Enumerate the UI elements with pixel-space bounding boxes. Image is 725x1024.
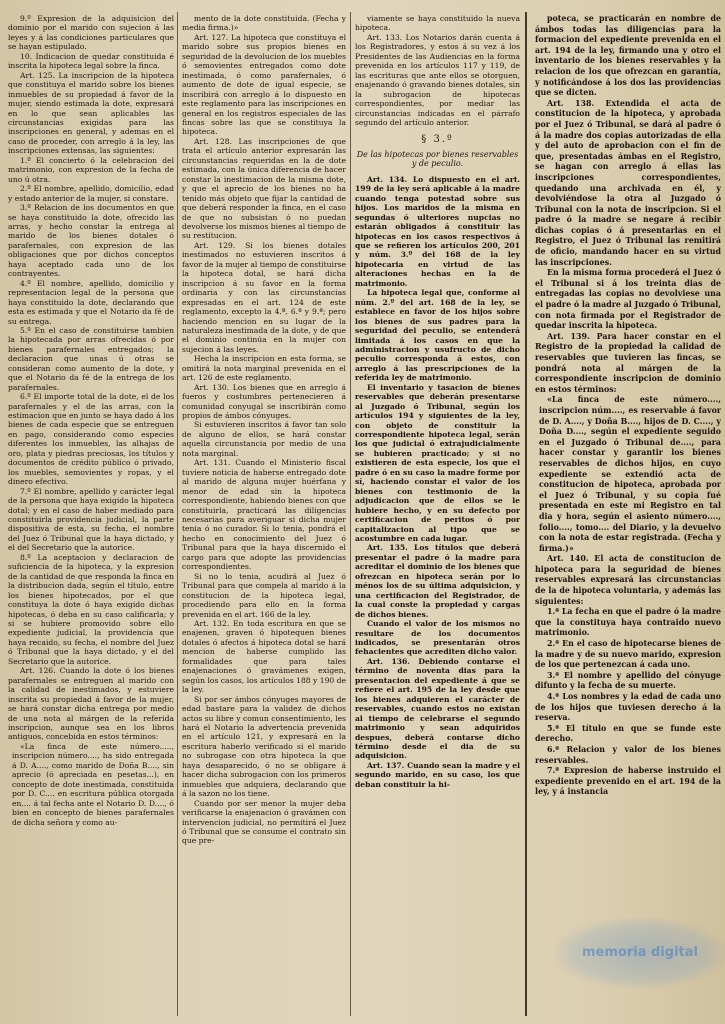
- paragraph: Art. 128. Las inscripciones de que trata el artículo anterior expresarán las circunstancias requeridas en la de dote estimada, con la única diferencia de hacer constar la inestimacion de la misma dote, y que el aprecio de los bienes no ha tenido más objeto que fijar la cantidad de que deberá responder la finca, en el caso de que no subsistan ó no puedan devolverse los mismos bienes al tiempo de su restitucion.: [182, 136, 346, 241]
- paragraph: 4.º El nombre, apellido, domicilio y representacion legal de la persona que haya constituido la dote, declarando que esta es estimada y que el Notario da fé de su entrega.: [8, 278, 174, 326]
- paragraph: Cuando el valor de los mismos no resultare de los documentos indicados, se presentarán otros fehacientes que acrediten dicho valor.: [355, 619, 520, 657]
- paragraph: Art. 134. Lo dispuesto en el art. 199 de la ley será aplicable á la madre cuando tenga potestad sobre sus hijos. Los maridos de la misma en segundas ó ulteriores nupcias no estarán obligados á constituir las hipotecas en los casos respectivos á que se refieren los artículos 200, 201 y núm. 3.º del 168 de la ley hipotecaria en virtud de las alteraciones hechas en la de matrimonio.: [355, 174, 520, 288]
- paragraph: Art. 129. Si los bienes dotales inestimados no estuvieren inscritos á favor de la mujer al tiempo de constituirse la hipoteca dotal, se hará dicha inscripcion á su favor en la forma ordinaria y con las circunstancias expresadas en el art. 124 de este reglamento, excepto la 4.ª, 6.ª y 9.ª; pero haciendo mencion en su lugar de la naturaleza inestimada de la dote, y de que el dominio continúa en la mujer con sujecion á las leyes.: [182, 240, 346, 354]
- paragraph: Art. 137. Cuando sean la madre y el segundo marido, en su caso, los que deban constituir la hi-: [355, 760, 520, 789]
- paragraph: Art. 130. Los bienes que en arreglo á fueros y costumbres pertenecieren á comunidad conyugal se inscribirán como propios de ámbos cónyuges.: [182, 382, 346, 421]
- paragraph: 8.º La aceptacion y declaracion de suficiencia de la hipoteca, y la expresion de la cantidad de que responda la finca en la distribucion dada, según el título, entre los bienes hipotecados, por el que constituya la dote ó haya exigido dichas hipotecas, ó deba en su caso calificarla; y si se hubiere promovido sobre ello expediente judicial, la providencia que haya recaido, su fecha, el nombre del Juez ó Tribunal que la haya dictado, y el del Secretario que la autorice.: [8, 552, 174, 666]
- section-title: De las hipotecas por bienes reservables y de peculio.: [356, 149, 519, 169]
- paragraph: 3.º Relacion de los documentos en que se haya constituido la dote, ofrecido las arras, y hecho constar la entrega al marido de los bienes dotales ó parafernales, con expresion de las obligaciones que por dichos conceptos haya aceptado cada uno de los contrayentes.: [8, 203, 174, 279]
- paragraph: Art. 135. Los títulos que deberá presentar el padre ó la madre para acreditar el dominio de los bienes que ofrezcan en hipoteca serán por lo ménos los de su última adquisicion, y una certificacion del Registrador, de la cual conste la propiedad y cargas de dichos bienes.: [355, 543, 520, 619]
- section-heading: § 3.º: [421, 134, 454, 146]
- column-4: [535, 14, 721, 1014]
- paragraph: Si por ser ámbos cónyuges mayores de edad bastare para la validez de dichos actos su libre y comun consentimiento, les hará el Notario la advertencia prevenida en el artículo 121, y expresará en la escritura haberlo verificado si el marido no subrogase con otra hipoteca la que haya desaparecido, ó no se obligare á hacer dicha subrogacion con los primeros inmuebles que adquiera, declarando que á la sazon no los tiene.: [182, 694, 346, 799]
- column-rule: [177, 12, 178, 1016]
- paragraph: 7.ª Expresion de haberse instruido el expediente prevenido en el art. 194 de la ley, y á instancia: [535, 766, 721, 797]
- column-1: [8, 14, 174, 1014]
- paragraph: 3.ª El nombre y apellido del cónyuge difunto y la fecha de su muerte.: [535, 670, 721, 691]
- watermark-stamp: memoria digital: [555, 918, 725, 988]
- paragraph: 2.ª En el caso de hipotecarse bienes de la madre y de su nuevo marido, expresion de los que pertenezcan á cada uno.: [535, 639, 721, 670]
- paragraph: poteca, se practicarán en nombre de ámbos todas las diligencias para la formacion del expediente prevenida en el art. 194 de la ley, firmando una y otro el inventario de los bienes reservables y la relacion de los que ofrezcan en garantía, y notificándose á los dos las providencias que se dicten.: [535, 14, 721, 98]
- paragraph: 5.ª El título en que se funde este derecho.: [535, 723, 721, 744]
- paragraph: Art. 126. Cuando la dote ó los bienes parafernales se entreguen al marido con la calidad de inestimados, y estuviere inscrita su propiedad á favor de la mujer, se hará constar dicha entrega por medio de una nota al márgen de la referida inscripcion, aunque sea en los libros antiguos, concebida en estos términos:: [8, 666, 174, 742]
- paragraph: En la misma forma procederá el Juez ó el Tribunal si á los treinta dias de entregadas las copias no devolviese una el padre ó la madre al Juzgado ó Tribunal, con nota firmada por el Registrador de quedar inscrita la hipoteca.: [535, 268, 721, 331]
- paragraph: La hipoteca legal que, conforme al núm. 2.º del art. 168 de la ley, se establece en favor de los hijos sobre los bienes de sus padres para la seguridad del peculio, se entenderá limitada á los casos en que la administracion y usufructo de dicho peculio corresponda á estos, con arreglo á las prescripciones de la referida ley de matrimonio.: [355, 288, 520, 383]
- paragraph: 6.ª Relacion y valor de los bienes reservables.: [535, 744, 721, 765]
- paragraph: Hecha la inscripcion en esta forma, se omitirá la nota marginal prevenida en el art. 126 de este reglamento.: [182, 354, 346, 383]
- paragraph: Art. 139. Para hacer constar en el Registro de la propiedad la calidad de reservables que tuvieren las fincas, se pondrá nota al márgen de la correspondiente inscripcion de dominio en estos términos:: [535, 331, 721, 394]
- paragraph: 10. Indicacion de quedar constituida é inscrita la hipoteca legal sobre la finca.: [8, 51, 174, 71]
- paragraph: Art. 133. Los Notarios darán cuenta á los Registradores, y estos á su vez á los Presidentes de las Audiencias en la forma prevenida en los artículos 117 y 119, de las escrituras que ante ellos se otorguen, enajenando ó gravando bienes dotales, sin la subrogacion de hipotecas correspondientes, por mediar las circunstancias indicadas en el párrafo segundo del artículo anterior.: [355, 32, 520, 127]
- bold-section-body: [355, 175, 520, 789]
- paragraph: Si no lo tenia, acudirá al Juez ó Tribunal para que compela al marido á la constitucion de la hipoteca legal, procediendo para ello en la forma prevenida en el art. 166 de la ley.: [182, 571, 346, 619]
- paragraph: viamente se haya constituido la nueva hipoteca.: [355, 14, 520, 33]
- paragraph: 7.º El nombre, apellido y carácter legal de la persona que haya exigido la hipoteca dotal; y en el caso de haber mediado para constituirla providencia judicial, la parte dispositiva de esta, su fecha, el nombre del Juez ó Tribunal que la haya dictado, y el del Secretario que la autorice.: [8, 486, 174, 553]
- paragraph: 5.º En el caso de constituirse tambien la hipotecada por arras ofrecidas ó por bienes parafernales entregados; la declaracion que unas ú otras se consideran como aumento de la dote, y que el Notario da fé de la entrega de los parafernales.: [8, 325, 174, 392]
- paragraph: El inventario y tasacion de bienes reservables que deberán presentarse al Juzgado ó Tribunal, según los artículos 194 y siguientes de la ley, con objeto de constituir la correspondiente hipoteca legal, serán los que judicial ó extrajudicialmente se hubieren practicado; y si no existieren de esta especie, los que el padre ó en su caso la madre forme por sí, haciendo constar el valor de los bienes con testimonio de la adjudicacion que de ellos se le hubiere hecho, y en su defecto por certificacion de peritos ó por capitalizacion al tipo que se acostumbre en cada lugar.: [355, 382, 520, 544]
- column-rule: [350, 12, 351, 1016]
- paragraph: Art. 127. La hipoteca que constituya el marido sobre sus propios bienes en seguridad de la devolucion de los muebles ó semovientes entregados como dote inestimada, ó como parafernales, ó aumento de dote de igual especie, se inscribirá con arreglo á lo dispuesto en este reglamento para las inscripciones en general en los registros especiales de las fincas sobre las que se constituya la hipoteca.: [182, 32, 346, 137]
- paragraph: 9.º Expresion de la adquisicion del dominio por el marido con sujecion á las leyes y á las condiciones particulares que se hayan estipulado.: [8, 14, 174, 52]
- paragraph: Cuando por ser menor la mujer deba verificarse la enajenacion ó gravámen con intervencion judicial, no permitirá el Juez ó Tribunal que se consume el contrato sin que pre-: [182, 798, 346, 846]
- paragraph: 1.º El concierto ó la celebracion del matrimonio, con expresion de la fecha de uno ú otra.: [8, 155, 174, 184]
- paragraph: Si estuvieren inscritos á favor tan solo de alguno de ellos, se hará constar aquella circunstancia por medio de una nota marginal.: [182, 420, 346, 458]
- form-text: «La finca de este número....., inscripcion número...., ha sido entregada á D. A...., como marido de Doña B...., sin aprecio (ó apreciada en pesetas...), en concepto de dote inestimada, constituida por D. C.... en escritura pública otorgada en.... á tal fecha ante el Notario D. D...., ó bien en concepto de bienes parafernales de dicha señora y como au-: [12, 741, 174, 827]
- column-rule: [525, 12, 527, 1016]
- paragraph: Art. 140. El acta de constitucion de hipoteca para la seguridad de bienes reservables expresará las circunstancias de la de hipoteca voluntaria, y además las siguientes:: [535, 554, 721, 606]
- paragraph: mento de la dote constituida. (Fecha y media firma.)»: [182, 14, 346, 33]
- form-text: «La finca de este número...., inscripcion núm...., es reservable á favor de D. A...., y Doña B...., hijos de D. C...., y Doña D...., según el expediente seguido en el Juzgado ó Tribunal de...., para hacer constar y garantir los bienes reservables de dichos hijos, en cuyo expediente se extendió acta de constitucion de hipoteca, aprobada por el Juez ó Tribunal, y su copia fué presentada en este mi Registro en tal dia y hora, según el asiento número...., folio...., tomo.... del Diario, y la devuelvo con la nota de estar registrada. (Fecha y firma.)»: [539, 395, 721, 553]
- paragraph: 1.ª La fecha en que el padre ó la madre que la constituya haya contraido nuevo matrimonio.: [535, 607, 721, 638]
- paragraph: Art. 131. Cuando el Ministerio fiscal tuviere noticia de haberse entregado dote al marido de alguna mujer huérfana y menor de edad sin la hipoteca correspondiente, habiendo bienes con que constituirla, practicará las diligencias necesarias para averiguar si dicha mujer tenia ó no curador. Si lo tenia, pondrá el hecho en conocimiento del Juez ó Tribunal para que la haya discernido el cargo para que adopte las providencias correspondientes.: [182, 458, 346, 572]
- column-2: [182, 14, 346, 1014]
- paragraph: Art. 132. En toda escritura en que se enajenen, graven ó hipotequen bienes dotales ó afectos á hipoteca dotal se hará mencion de haberse cumplido las formalidades que para tales enajenaciones ó gravámenes exigen, según los casos, los artículos 188 y 190 de la ley.: [182, 619, 346, 695]
- paragraph: 4.ª Los nombres y la edad de cada uno de los hijos que tuviesen derecho á la reserva.: [535, 692, 721, 723]
- paragraph: Art. 136. Debiendo contarse el término de noventa dias para la presentacion del expediente á que se refiere el art. 195 de la ley desde que los bienes adquieren el carácter de reservables, cuando estos no existan al tiempo de celebrarse el segundo matrimonio y sean adquiridos despues, deberá contarse dicho término desde el dia de su adquisicion.: [355, 656, 520, 761]
- column-3: [355, 14, 520, 1014]
- paragraph: Art. 138. Extendida el acta de constitucion de la hipoteca, y aprobada por el Juez ó Tribunal, se dará al padre ó á la madre dos copias autorizadas de ella y del auto de aprobacion con el fin de que, presentadas ámbas en el Registro, se hagan con arreglo á ellas las inscripciones correspondientes, quedando una archivada en él, y devolviéndose la otra al Juzgado ó Tribunal con la nota de inscripcion. Si el padre ó la madre se negare á recibir dichas copias ó á presentarlas en el Registro, el Juez ó Tribunal las remitirá de oficio, mandando hacer en su virtud las inscripciones.: [535, 98, 721, 267]
- paragraph: 6.º El importe total de la dote, el de los parafernales y el de las arras, con la estimacion que en junto se haya dado á los bienes de cada especie que se entreguen en pago, considerando como especies diferentes los inmuebles, las alhajas de oro, plata y piedras preciosas, los títulos y documentos de crédito público ó privado, los muebles, semovientes y ropas, y el dinero efectivo.: [8, 392, 174, 487]
- paragraph: 2.º El nombre, apellido, domicilio, edad y estado anterior de la mujer, si constare.: [8, 184, 174, 203]
- paragraph: Art. 125. La inscripcion de la hipoteca que constituya el marido sobre los bienes inmuebles de su propiedad á favor de la mujer, siendo estimada la dote, expresará en lo que sean aplicables las circunstancias exigidas para las inscripciones en general, y ademas en el caso de proceder, con arreglo á la ley, las inscripciones extensas, las siguientes:: [8, 70, 174, 156]
